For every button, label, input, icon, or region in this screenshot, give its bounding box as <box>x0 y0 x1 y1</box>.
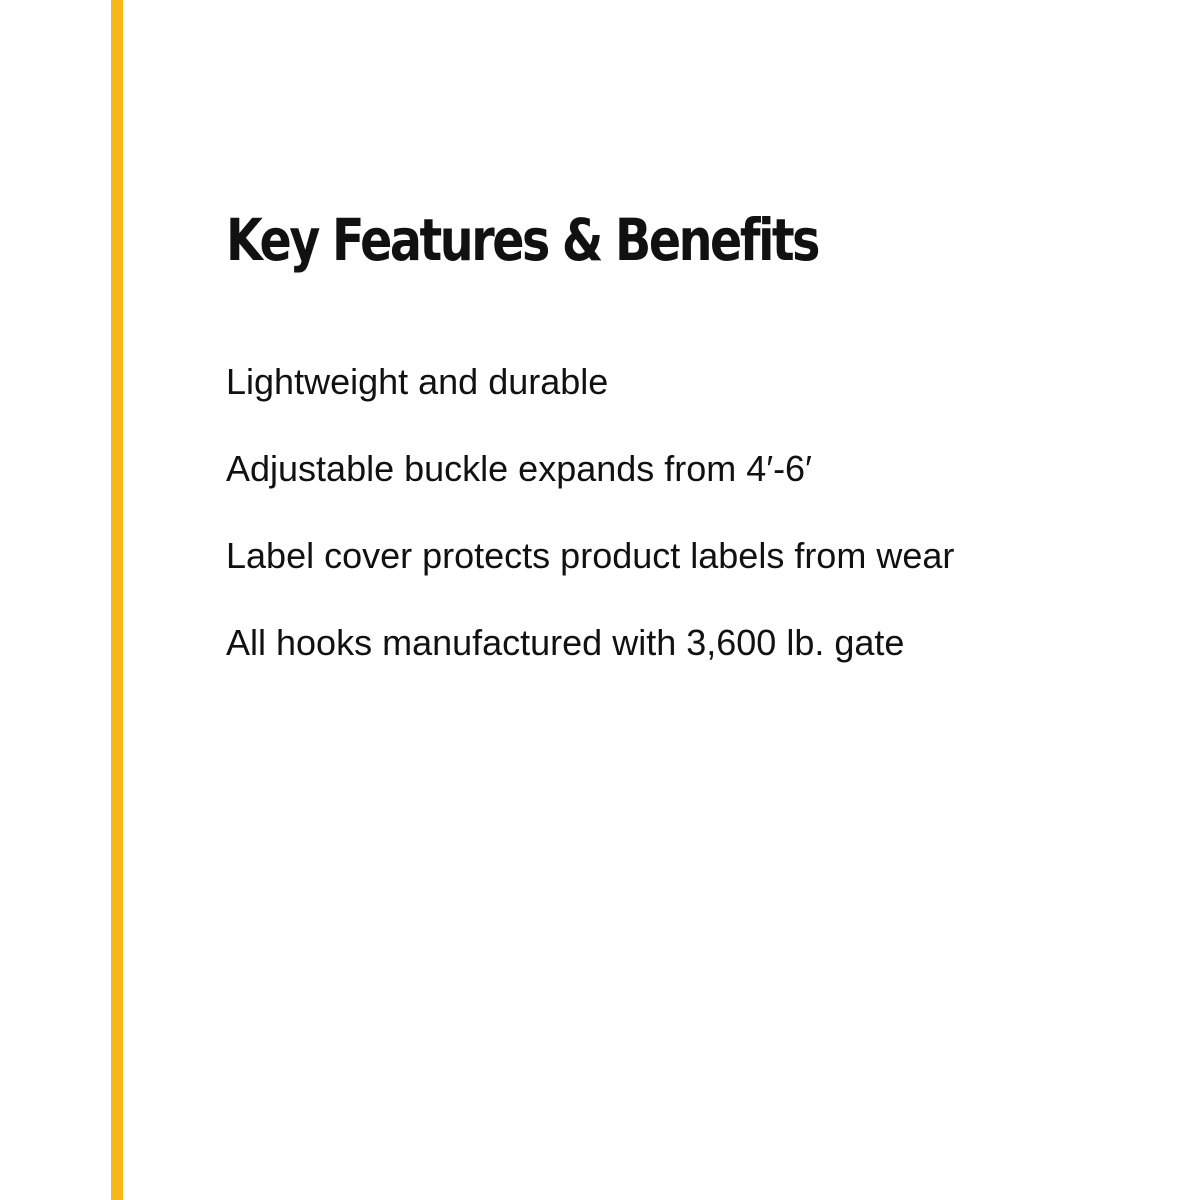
accent-bar <box>111 0 123 1200</box>
feature-item-hooks-gate: All hooks manufactured with 3,600 lb. gate <box>226 622 905 663</box>
feature-list <box>226 355 954 703</box>
feature-item-lightweight: Lightweight and durable <box>226 361 609 402</box>
page-title: Key Features & Benefits <box>226 206 819 274</box>
feature-item-adjustable-buckle: Adjustable buckle expands from 4′-6′ <box>226 448 812 489</box>
feature-item-label-cover: Label cover protects product labels from wear <box>226 535 955 576</box>
